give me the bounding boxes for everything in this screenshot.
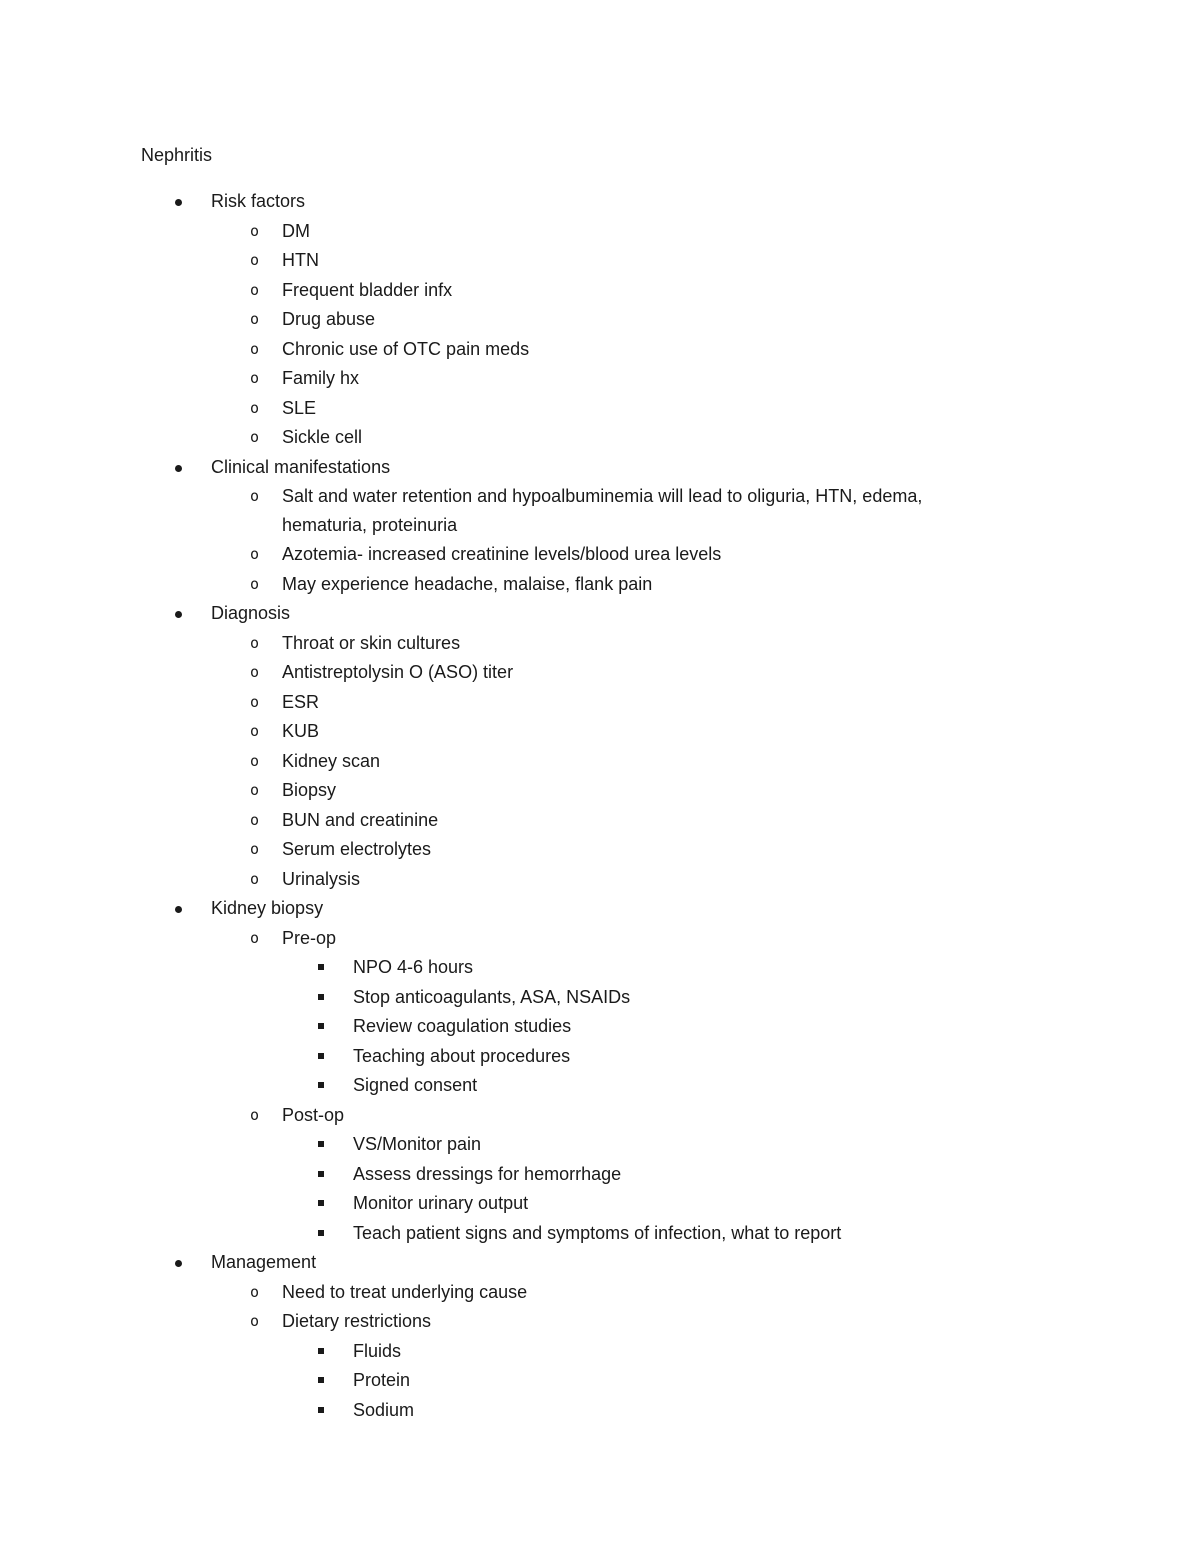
square-bullet-icon (318, 994, 324, 1000)
list-item (0, 1278, 1200, 1308)
square-bullet-icon (318, 1053, 324, 1059)
list-item (0, 1219, 1200, 1249)
circle-bullet-icon: o (250, 1282, 260, 1301)
list-item-text: Family hx (282, 368, 360, 388)
list-item-text: hematuria, proteinuria (282, 515, 458, 535)
list-item (0, 1396, 1200, 1426)
circle-bullet-icon: o (250, 545, 260, 563)
list-item (0, 1248, 1200, 1278)
circle-bullet-icon: o (250, 1105, 260, 1124)
list-item-text: SLE (282, 397, 317, 418)
list-item (0, 1042, 1200, 1072)
list-item-text: ESR (282, 691, 320, 712)
list-item-text: BUN and creatinine (282, 809, 439, 830)
circle-bullet-icon: o (250, 869, 260, 888)
list-item (0, 806, 1200, 836)
list-item-text: Stop anticoagulants, ASA, NSAIDs (353, 986, 631, 1007)
list-item (0, 953, 1200, 983)
section-heading-clinical: Clinical manifestations (211, 456, 391, 477)
list-item-text: Protein (353, 1370, 411, 1390)
list-item (0, 394, 1200, 424)
circle-bullet-icon: o (250, 428, 260, 446)
list-item-text: Review coagulation studies (353, 1016, 572, 1036)
list-item (0, 540, 1200, 570)
list-item-text: May experience headache, malaise, flank pain (282, 573, 653, 594)
circle-bullet-icon: o (250, 251, 260, 269)
list-item (0, 1160, 1200, 1190)
subsection-label-preop: Pre-op (282, 927, 337, 948)
list-item-text: KUB (282, 721, 320, 741)
square-bullet-icon (318, 1023, 324, 1029)
circle-bullet-icon: o (250, 781, 260, 799)
list-item-text: Antistreptolysin O (ASO) titer (282, 662, 514, 682)
list-item-text: Serum electrolytes (282, 839, 432, 859)
list-item (0, 747, 1200, 777)
list-item (0, 629, 1200, 659)
list-item-text: Dietary restrictions (282, 1311, 432, 1331)
list-item (0, 599, 1200, 629)
list-item-text: Fluids (353, 1340, 402, 1361)
list-item (0, 335, 1200, 365)
circle-bullet-icon: o (250, 1312, 260, 1330)
list-item-text: DM (282, 220, 310, 241)
list-item (0, 835, 1200, 865)
list-item-text: Urinalysis (282, 868, 361, 889)
circle-bullet-icon: o (250, 369, 260, 387)
list-item-text: Azotemia- increased creatinine levels/blood urea levels (282, 544, 722, 564)
circle-bullet-icon: o (250, 928, 260, 947)
page-title: Nephritis (141, 145, 213, 165)
list-item (0, 364, 1200, 394)
list-item (0, 246, 1200, 276)
subsection-label-postop: Post-op (282, 1104, 345, 1125)
circle-bullet-icon: o (250, 840, 260, 858)
list-item (0, 1130, 1200, 1160)
list-item (0, 776, 1200, 806)
bullet-icon (175, 611, 182, 618)
list-item-text: Biopsy (282, 780, 337, 800)
list-item (0, 1101, 1200, 1131)
square-bullet-icon (318, 964, 324, 970)
list-item-text: Frequent bladder infx (282, 279, 453, 300)
list-item (0, 423, 1200, 453)
circle-bullet-icon: o (250, 280, 260, 299)
circle-bullet-icon: o (250, 692, 260, 711)
list-item (0, 894, 1200, 924)
list-item (0, 924, 1200, 954)
bullet-icon (175, 1260, 182, 1267)
outline-list (0, 187, 1200, 1425)
list-item-text: Assess dressings for hemorrhage (353, 1163, 622, 1184)
list-item (0, 1012, 1200, 1042)
list-item-text: Throat or skin cultures (282, 632, 461, 653)
list-item-text: Sodium (353, 1399, 415, 1420)
square-bullet-icon (318, 1082, 324, 1088)
circle-bullet-icon: o (250, 633, 260, 652)
list-item-text: Teach patient signs and symptoms of infection, what to report (353, 1222, 842, 1243)
list-item (0, 1337, 1200, 1367)
square-bullet-icon (318, 1377, 324, 1383)
list-item (0, 1189, 1200, 1219)
section-heading-kidney-biopsy: Kidney biopsy (211, 898, 324, 918)
list-item-text: Drug abuse (282, 309, 376, 329)
list-item (0, 305, 1200, 335)
list-item (0, 1366, 1200, 1396)
section-heading-risk-factors: Risk factors (211, 191, 306, 211)
list-item (0, 688, 1200, 718)
circle-bullet-icon: o (250, 310, 260, 328)
section-heading-management: Management (211, 1252, 317, 1272)
list-item-text: Teaching about procedures (353, 1045, 571, 1066)
list-item-text: Signed consent (353, 1075, 478, 1095)
circle-bullet-icon: o (250, 810, 260, 829)
circle-bullet-icon: o (250, 487, 260, 505)
list-item-text: HTN (282, 250, 319, 270)
square-bullet-icon (318, 1230, 324, 1236)
list-item-text: Kidney scan (282, 750, 381, 771)
list-item-continuation (0, 511, 1200, 540)
circle-bullet-icon: o (250, 751, 260, 770)
circle-bullet-icon: o (250, 663, 260, 681)
bullet-icon (175, 906, 182, 913)
list-item (0, 453, 1200, 483)
list-item (0, 1071, 1200, 1101)
circle-bullet-icon: o (250, 221, 260, 240)
circle-bullet-icon: o (250, 574, 260, 593)
list-item (0, 983, 1200, 1013)
list-item (0, 482, 1200, 511)
circle-bullet-icon: o (250, 398, 260, 417)
list-item-text: VS/Monitor pain (353, 1134, 482, 1154)
square-bullet-icon (318, 1141, 324, 1147)
circle-bullet-icon: o (250, 339, 260, 358)
list-item (0, 276, 1200, 306)
list-item-text: Sickle cell (282, 427, 363, 447)
list-item (0, 570, 1200, 600)
list-item-text: Monitor urinary output (353, 1193, 529, 1213)
list-item (0, 658, 1200, 688)
list-item (0, 187, 1200, 217)
square-bullet-icon (318, 1348, 324, 1354)
square-bullet-icon (318, 1200, 324, 1206)
list-item-text: Salt and water retention and hypoalbuminemia will lead to oliguria, HTN, edema, (282, 486, 923, 506)
list-item (0, 717, 1200, 747)
list-item (0, 1307, 1200, 1337)
list-item-text: Chronic use of OTC pain meds (282, 338, 530, 359)
list-item (0, 217, 1200, 247)
list-item-text: Need to treat underlying cause (282, 1281, 528, 1302)
section-heading-diagnosis: Diagnosis (211, 603, 291, 623)
list-item-text: NPO 4-6 hours (353, 957, 474, 977)
circle-bullet-icon: o (250, 722, 260, 740)
list-item (0, 865, 1200, 895)
bullet-icon (175, 465, 182, 472)
square-bullet-icon (318, 1171, 324, 1177)
bullet-icon (175, 199, 182, 206)
square-bullet-icon (318, 1407, 324, 1413)
